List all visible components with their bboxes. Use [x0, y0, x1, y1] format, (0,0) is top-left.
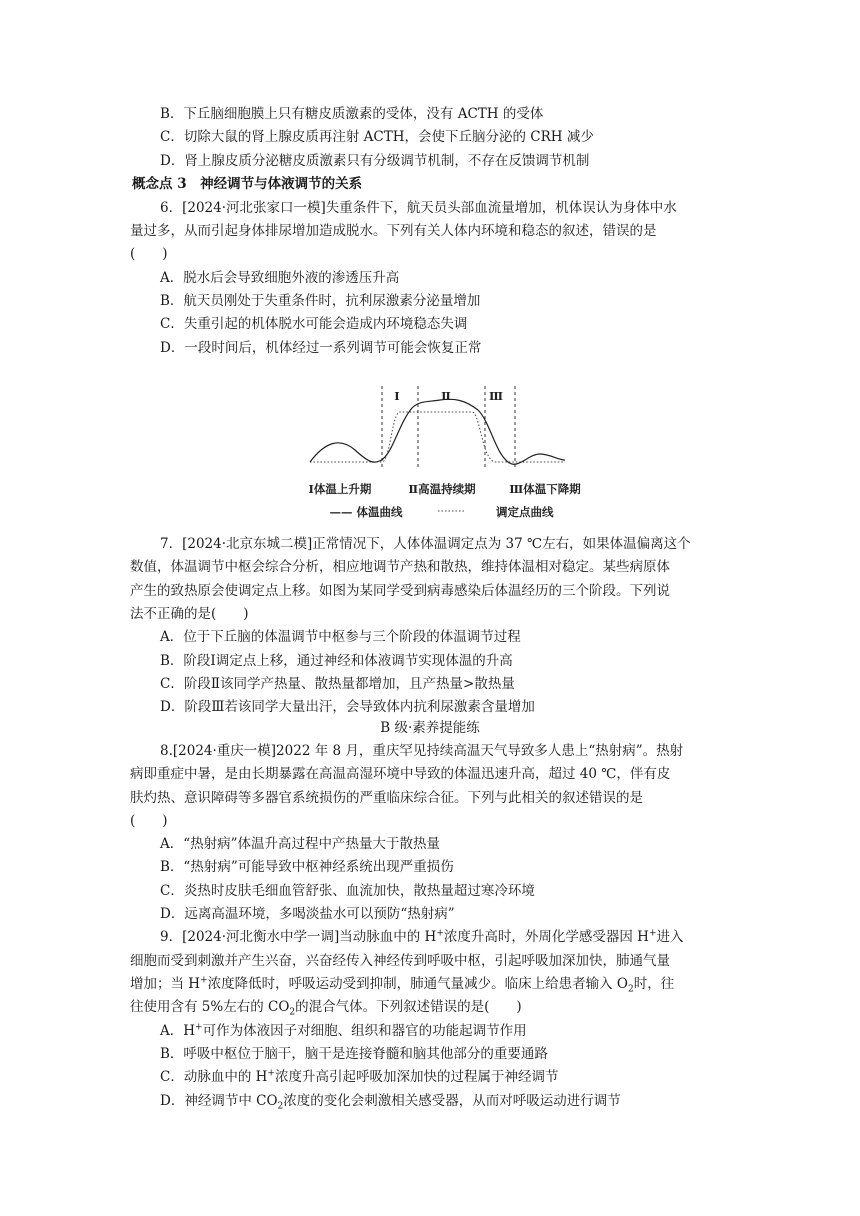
q7-stem-line3: 产生的致热原会使调定点上移。如图为某同学受到病毒感染后体温经历的三个阶段。下列说: [130, 583, 670, 599]
q6-option-b[interactable]: B．航天员刚处于失重条件时，抗利尿激素分泌量增加: [160, 293, 481, 309]
subscript-two: 2: [289, 1007, 296, 1018]
q7-option-a[interactable]: A．位于下丘脑的体温调节中枢参与三个阶段的体温调节过程: [160, 629, 521, 645]
q9-option-a-text: 可作为体液因子对细胞、组织和器官的功能起调节作用: [202, 1023, 527, 1039]
legend-set-point: 调定点曲线: [496, 505, 554, 519]
q9-text: 增加；当 H: [130, 976, 201, 992]
stage-label-3: Ⅲ: [488, 389, 504, 403]
q9-option-a[interactable]: [160, 1021, 527, 1041]
q8-stem-line3: 肤灼热、意识障碍等多器官系统损伤的严重临床综合征。下列与此相关的叙述错误的是: [130, 790, 643, 806]
q6-option-a[interactable]: A．脱水后会导致细胞外液的渗透压升高: [160, 270, 400, 286]
q7-stem-line2: 数值，体温调节中枢会综合分析，相应地调节产热和散热，维持体温相对稳定。某些病原体: [130, 559, 670, 575]
superscript-plus: +: [267, 1068, 275, 1079]
q9-text: 9．[2024·河北衡水中学一调]当动脉血中的 H: [160, 929, 437, 945]
q7-stem-line4: 法不正确的是( ): [130, 606, 249, 622]
q5-option-d[interactable]: D．肾上腺皮质分泌糖皮质激素只有分级调节机制，不存在反馈调节机制: [160, 153, 590, 169]
q8-stem-line2: 病即重症中暑，是由长期暴露在高温高湿环境中导致的体温迅速升高，超过 40 ℃，伴有皮: [130, 766, 671, 782]
q9-option-c-text: 浓度升高引起呼吸加深加快的过程属于神经调节: [274, 1069, 559, 1085]
q6-stem-line2: 量过多，从而引起身体排尿增加造成脱水。下列有关人体内环境和稳态的叙述，错误的是: [130, 223, 657, 239]
q8-stem-line1: 8.[2024·重庆一模]2022 年 8 月，重庆罕见持续高温天气导致多人患上“热射病”。热射: [160, 743, 684, 759]
subscript-two: 2: [627, 984, 634, 995]
q9-stem-line2: 细胞而受到刺激并产生兴奋，兴奋经传入神经传到呼吸中枢，引起呼吸加深加快，肺通气量: [130, 953, 670, 969]
q9-option-c-text: C．动脉血中的 H: [160, 1069, 268, 1085]
stage-label-2: Ⅱ: [441, 389, 451, 403]
q9-text: 浓度升高时，外周化学感受器因 H: [443, 929, 649, 945]
q9-text: 往使用含有 5%左右的 CO: [130, 999, 290, 1015]
q8-option-b[interactable]: B．“热射病”可能导致中枢神经系统出现严重损伤: [160, 859, 454, 875]
legend-temperature: —— 体温曲线: [329, 505, 403, 519]
q6-stem-line3: ( ): [130, 246, 168, 262]
q7-stem-line1: 7．[2024·北京东城二模]正常情况下，人体体温调定点为 37 ℃左右，如果体温偏离这个: [160, 536, 691, 552]
q9-option-d[interactable]: [160, 1091, 621, 1111]
q9-text: 浓度降低时，呼吸运动受到抑制，肺通气量减少。临床上给患者输入 O: [207, 976, 628, 992]
q9-stem-line3: [130, 974, 674, 994]
q9-stem-line1: [160, 927, 684, 947]
q8-option-c[interactable]: C．炎热时皮肤毛细血管舒张、血流加快，散热量超过寒冷环境: [160, 883, 535, 899]
q5-option-c[interactable]: C．切除大鼠的肾上腺皮质再注射 ACTH，会使下丘脑分泌的 CRH 减少: [160, 129, 594, 145]
phase-label-1: Ⅰ体温上升期: [308, 482, 372, 496]
q9-option-b[interactable]: B．呼吸中枢位于脑干，脑干是连接脊髓和脑其他部分的重要通路: [160, 1046, 548, 1062]
body-temperature-figure: [300, 382, 590, 522]
q8-option-a[interactable]: A．“热射病”体温升高过程中产热量大于散热量: [160, 836, 441, 852]
q9-text: 时，往: [633, 976, 675, 992]
q8-option-d[interactable]: D．远离高温环境，多喝淡盐水可以预防“热射病”: [160, 906, 455, 922]
set-point-curve: [310, 412, 565, 462]
q9-option-c[interactable]: [160, 1067, 558, 1087]
phase-label-2: Ⅱ高温持续期: [408, 482, 476, 496]
level-b-heading: B 级·素养提能练: [380, 720, 480, 736]
subscript-two: 2: [277, 1101, 284, 1112]
q9-text: 的混合气体。下列叙述错误的是( ): [295, 999, 522, 1015]
body-temperature-curve: [310, 399, 565, 464]
q6-stem-line1: 6．[2024·河北张家口一模]失重条件下，航天员头部血流量增加，机体误认为身体中水: [160, 200, 677, 216]
q9-option-a-text: A．H: [160, 1023, 196, 1039]
q7-option-c[interactable]: C．阶段Ⅱ该同学产热量、散热量都增加，且产热量>散热量: [160, 676, 515, 692]
q5-option-b[interactable]: B．下丘脑细胞膜上只有糖皮质激素的受体，没有 ACTH 的受体: [160, 106, 544, 122]
q9-option-d-text: 浓度的变化会刺激相关感受器，从而对呼吸运动进行调节: [283, 1093, 621, 1109]
q9-stem-line4: [130, 997, 522, 1017]
q8-stem-line4: ( ): [130, 813, 168, 829]
q7-option-d[interactable]: D．阶段Ⅲ若该同学大量出汗，会导致体内抗利尿激素含量增加: [160, 699, 535, 715]
q6-option-d[interactable]: D．一段时间后，机体经过一系列调节可能会恢复正常: [160, 340, 482, 356]
superscript-plus: +: [648, 928, 657, 939]
q9-text: 进入: [656, 929, 684, 945]
q6-option-c[interactable]: C．失重引起的机体脱水可能会造成内环境稳态失调: [160, 316, 468, 332]
superscript-plus: +: [195, 1022, 203, 1033]
stage-label-1: Ⅰ: [394, 389, 400, 403]
superscript-plus: +: [436, 928, 444, 939]
superscript-plus: +: [200, 975, 208, 986]
phase-label-3: Ⅲ体温下降期: [509, 482, 581, 496]
concept-heading: 概念点 3 神经调节与体液调节的关系: [132, 176, 363, 192]
q7-option-b[interactable]: B．阶段Ⅰ调定点上移，通过神经和体液调节实现体温的升高: [160, 653, 513, 669]
q9-option-d-text: D．神经调节中 CO: [160, 1093, 278, 1109]
